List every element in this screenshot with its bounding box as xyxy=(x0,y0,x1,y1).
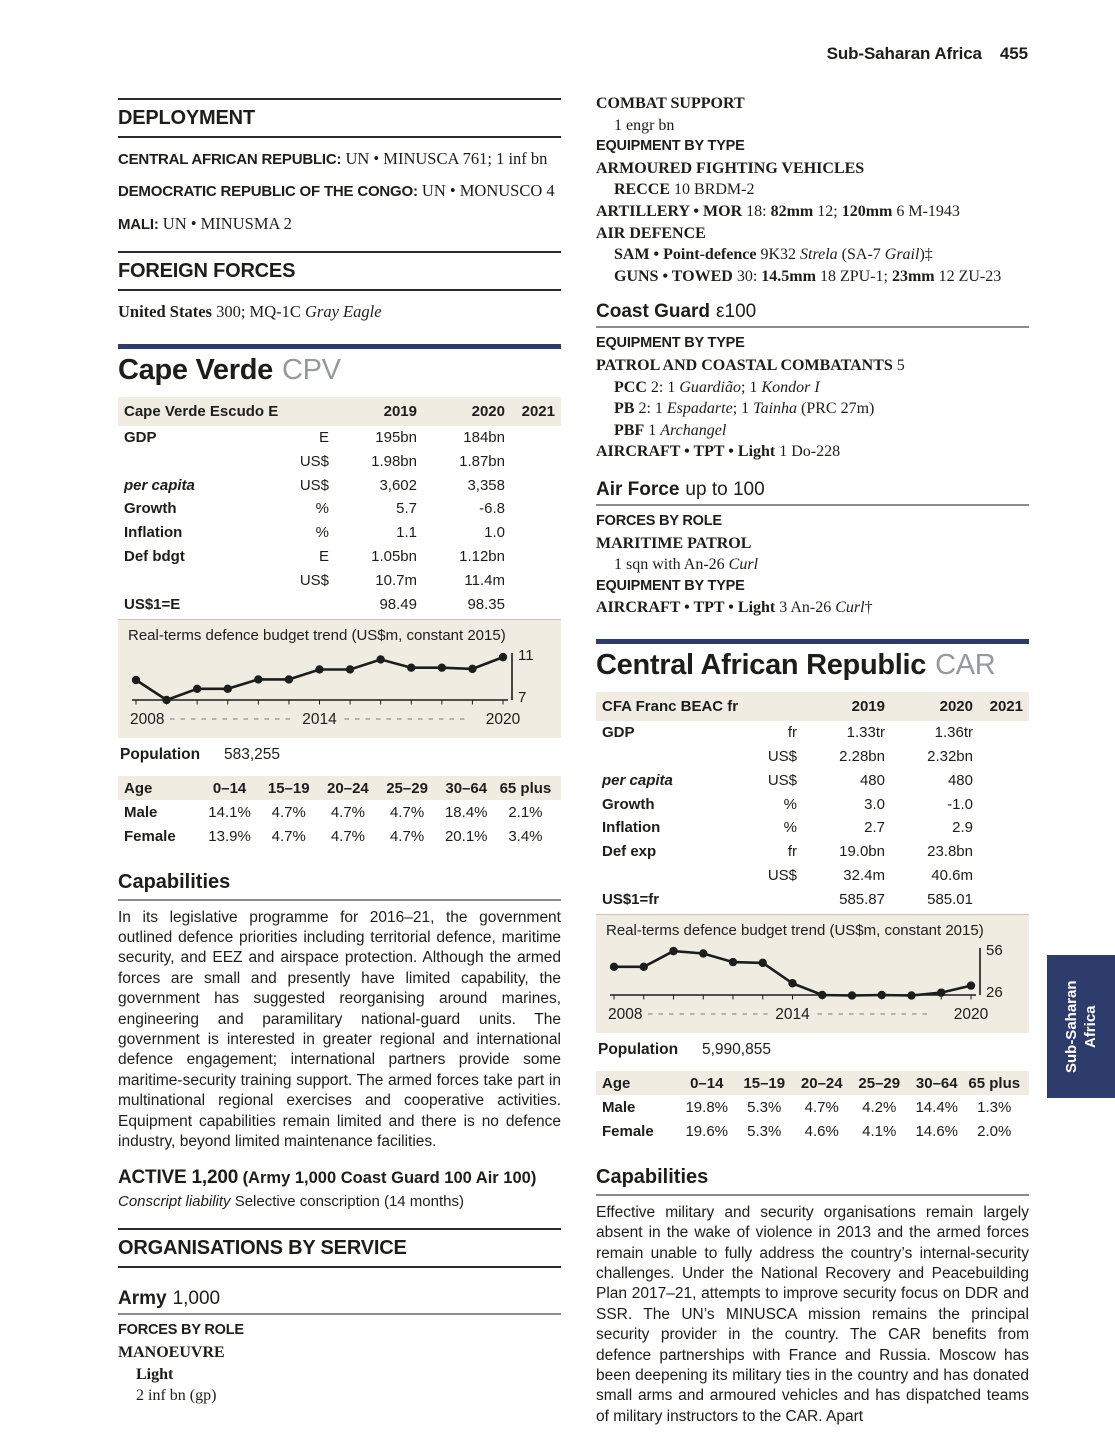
table-cell: 3.4% xyxy=(508,827,543,845)
table-cell: 4.7% xyxy=(389,803,425,821)
service-strength: ε100 xyxy=(716,301,757,323)
svg-text:11: 11 xyxy=(518,646,534,664)
value-2020: 480 xyxy=(947,771,973,789)
table-cell: 15–19 xyxy=(267,779,310,797)
text-line: SAM • Point-defence 9K32 Strela (SA-7 Grail)‡ xyxy=(614,246,933,264)
age-row xyxy=(596,1120,1029,1144)
value-2019: 10.7m xyxy=(375,571,417,589)
table-cell: 30–64 xyxy=(915,1074,958,1092)
left-column xyxy=(118,98,561,1407)
table-cell: Age xyxy=(602,1074,631,1092)
country-header-cape-verde xyxy=(118,344,561,387)
table-cell: 2.1% xyxy=(508,803,543,821)
table-cell: 0–14 xyxy=(212,779,247,797)
text-line: MALI: UN • MINUSMA 2 xyxy=(118,213,292,233)
text-line: Light xyxy=(136,1365,174,1383)
table-cell: 14.4% xyxy=(915,1098,959,1116)
capabilities-heading-cpv: Capabilities xyxy=(118,871,561,901)
deployment-list xyxy=(118,147,561,235)
service-header-coast-guard xyxy=(596,301,1029,328)
population-row-car xyxy=(596,1041,1029,1059)
indicator-label: Growth xyxy=(602,795,655,813)
unit-cell: fr xyxy=(787,843,797,861)
value-2019: 585.87 xyxy=(839,890,885,908)
economic-indicators-table-car xyxy=(596,692,1029,911)
table-cell: Female xyxy=(602,1123,654,1141)
age-row xyxy=(596,1095,1029,1119)
age-row xyxy=(118,824,561,848)
population-value: 5,990,855 xyxy=(702,1041,771,1059)
indicator-label: per capita xyxy=(602,771,673,789)
service-header-air-force xyxy=(596,479,1029,506)
table-cell: 4.7% xyxy=(330,803,366,821)
table-cell: 18.4% xyxy=(444,803,488,821)
age-row xyxy=(118,800,561,824)
text-line: EQUIPMENT BY TYPE xyxy=(596,138,745,155)
text-line: AIRCRAFT • TPT • Light 3 An-26 Curl† xyxy=(596,599,873,617)
deployment-heading: DEPLOYMENT xyxy=(118,98,561,138)
text-line: FORCES BY ROLE xyxy=(118,1322,244,1339)
army-lines xyxy=(118,1320,561,1406)
service-name: Air Force xyxy=(596,478,680,500)
text-line: PBF 1 Archangel xyxy=(614,421,727,439)
text-line: 2 inf bn (gp) xyxy=(136,1387,217,1405)
econ-row xyxy=(118,426,561,450)
value-2019: 1.33tr xyxy=(846,724,885,742)
table-cell: 14.1% xyxy=(208,803,251,821)
organisations-by-service-heading: ORGANISATIONS BY SERVICE xyxy=(118,1228,561,1268)
indicator-label: US$1=E xyxy=(124,595,181,613)
econ-row xyxy=(596,840,1029,864)
table-cell: 13.9% xyxy=(208,827,251,845)
side-tab-label: Sub-Saharan Africa xyxy=(1062,980,1098,1073)
capabilities-heading-car: Capabilities xyxy=(596,1166,1029,1196)
unit-cell: US$ xyxy=(299,476,329,494)
value-2020: 1.36tr xyxy=(934,724,973,742)
text-line: FORCES BY ROLE xyxy=(596,512,722,529)
indicator-label: Inflation xyxy=(602,819,661,837)
value-2020: -1.0 xyxy=(947,795,973,813)
econ-row xyxy=(596,721,1029,745)
text-line: PB 2: 1 Espadarte; 1 Tainha (PRC 27m) xyxy=(614,400,875,418)
chart-title: Real-terms defence budget trend (US$m, constant 2015) xyxy=(606,922,984,940)
service-strength: 1,000 xyxy=(172,1288,221,1310)
unit-cell: US$ xyxy=(767,748,797,766)
table-cell: 4.7% xyxy=(271,803,306,821)
economic-indicators-table-cpv xyxy=(118,397,561,616)
value-2019: 2.28bn xyxy=(839,748,885,766)
year-header: 2020 xyxy=(471,402,505,420)
unit-cell: E xyxy=(318,547,329,565)
unit-cell: % xyxy=(315,524,329,542)
econ-row xyxy=(596,864,1029,888)
defence-budget-trend-chart-car xyxy=(596,914,1029,1033)
country-code: CPV xyxy=(281,353,341,386)
defence-budget-line-chart xyxy=(606,941,1019,1029)
value-2019: 5.7 xyxy=(396,500,417,518)
coast-guard-lines xyxy=(596,333,1029,463)
currency-label: Cape Verde Escudo E xyxy=(124,402,279,420)
text-line: United States 300; MQ-1C Gray Eagle xyxy=(118,302,382,322)
svg-text:2008: 2008 xyxy=(130,710,165,728)
value-2019: 19.0bn xyxy=(839,843,885,861)
indicator-label: Def bdgt xyxy=(124,547,185,565)
table-cell: 14.6% xyxy=(915,1123,959,1141)
indicator-label: US$1=fr xyxy=(602,890,660,908)
table-cell: 0–14 xyxy=(690,1074,724,1092)
svg-text:2014: 2014 xyxy=(302,710,337,728)
population-value: 583,255 xyxy=(224,745,281,763)
econ-row xyxy=(596,792,1029,816)
capabilities-text-car: Effective military and security organisations remain largely absent in the wake of violence in 2013 and the armed forces remain unable to fully address the country’s internal-security challenges. Under the National Recovery and Peacebuilding Plan 2017–21, attempts to improve security focus on DDR and SSR. The UN’s MINUSCA mission remains the principal security provider in the country. The CAR benefits from defence partnerships with France and Russia. Moscow has been deepening its military ties in the country and has donated small arms and armoured vehicles and has dispatched teams of military instructors to the CAR. Apart xyxy=(596,1203,1029,1425)
currency-label: CFA Franc BEAC fr xyxy=(602,697,739,715)
value-2019: 3,602 xyxy=(379,476,417,494)
age-header-row xyxy=(596,1071,1029,1095)
population-label: Population xyxy=(120,745,201,763)
table-cell: 2.0% xyxy=(977,1123,1012,1141)
econ-row xyxy=(118,592,561,616)
econ-row xyxy=(118,568,561,592)
econ-row xyxy=(118,545,561,569)
econ-row xyxy=(118,449,561,473)
econ-row xyxy=(118,473,561,497)
table-cell: 15–19 xyxy=(743,1074,786,1092)
year-header: 2019 xyxy=(383,402,417,420)
svg-text:2008: 2008 xyxy=(608,1006,643,1024)
table-cell: 4.1% xyxy=(862,1123,897,1141)
country-header-central-african-republic xyxy=(596,639,1029,682)
year-header: 2021 xyxy=(989,697,1023,715)
conscript-liability-cpv: Conscript liability Selective conscription (14 months) xyxy=(118,1193,464,1211)
indicator-label: Growth xyxy=(124,500,177,518)
text-line: 1 sqn with An-26 Curl xyxy=(614,556,759,574)
svg-text:56: 56 xyxy=(986,942,1003,960)
econ-row xyxy=(596,816,1029,840)
text-line: 1 engr bn xyxy=(614,116,675,134)
age-header-row xyxy=(118,776,561,800)
service-strength: up to 100 xyxy=(685,478,765,500)
value-2019: 195bn xyxy=(375,429,417,447)
unit-cell: E xyxy=(318,429,329,447)
table-cell: 4.7% xyxy=(804,1098,839,1116)
text-line: ARTILLERY • MOR 18: 82mm 12; 120mm 6 M-1943 xyxy=(596,202,960,220)
econ-row xyxy=(118,521,561,545)
line-chart xyxy=(606,941,1019,1029)
country-name: Central African Republic xyxy=(596,648,927,681)
unit-cell: US$ xyxy=(767,771,797,789)
population-row-cpv xyxy=(118,746,561,764)
running-head: Sub-Saharan Africa xyxy=(826,44,982,63)
text-line: MARITIME PATROL xyxy=(596,534,752,552)
value-2020: 2.9 xyxy=(952,819,973,837)
unit-cell: % xyxy=(315,500,329,518)
air-force-lines xyxy=(596,511,1029,619)
svg-text:2014: 2014 xyxy=(775,1006,810,1024)
value-2019: 98.49 xyxy=(379,595,417,613)
year-header: 2021 xyxy=(521,402,555,420)
table-cell: 19.8% xyxy=(685,1098,729,1116)
svg-text:26: 26 xyxy=(986,984,1003,1002)
table-cell: 4.6% xyxy=(804,1123,839,1141)
econ-row xyxy=(596,768,1029,792)
table-cell: 4.2% xyxy=(862,1098,897,1116)
country-code: CAR xyxy=(935,648,996,681)
text-line: CENTRAL AFRICAN REPUBLIC: UN • MINUSCA 761; 1 inf bn xyxy=(118,149,548,168)
table-cell: 19.6% xyxy=(685,1123,729,1141)
econ-header-row xyxy=(118,397,561,426)
table-cell: Male xyxy=(124,803,158,821)
line-chart xyxy=(128,646,551,734)
table-cell: 20–24 xyxy=(800,1074,843,1092)
text-line: ARMOURED FIGHTING VEHICLES xyxy=(596,159,865,177)
text-line: DEMOCRATIC REPUBLIC OF THE CONGO: UN • MONUSCO 4 xyxy=(118,181,555,201)
econ-row xyxy=(118,497,561,521)
unit-cell: fr xyxy=(787,724,797,742)
value-2020: 1.0 xyxy=(484,524,505,542)
table-cell: Male xyxy=(602,1098,636,1116)
text-line: RECCE 10 BRDM-2 xyxy=(614,181,755,199)
unit-cell: % xyxy=(783,795,797,813)
unit-cell: US$ xyxy=(299,571,329,589)
page-number: 455 xyxy=(999,44,1028,63)
right-column xyxy=(596,88,1029,1427)
chart-title: Real-terms defence budget trend (US$m, constant 2015) xyxy=(128,626,506,644)
population-label: Population xyxy=(598,1041,679,1059)
value-2019: 480 xyxy=(859,771,885,789)
active-strength-cpv xyxy=(118,1167,561,1189)
text-line: GUNS • TOWED 30: 14.5mm 18 ZPU-1; 23mm 12 ZU-23 xyxy=(614,267,1002,285)
page-header xyxy=(827,44,1028,64)
unit-cell: US$ xyxy=(299,452,329,470)
value-2020: 2.32bn xyxy=(927,748,973,766)
svg-text:2020: 2020 xyxy=(953,1006,989,1024)
text-line: PCC 2: 1 Guardião; 1 Kondor I xyxy=(614,378,820,396)
value-2020: 1.12bn xyxy=(459,547,505,565)
foreign-forces-heading: FOREIGN FORCES xyxy=(118,251,561,291)
table-cell: 4.7% xyxy=(271,827,306,845)
service-header-army xyxy=(118,1288,561,1315)
value-2020: 585.01 xyxy=(927,890,973,908)
table-cell: 25–29 xyxy=(386,779,428,797)
value-2020: 40.6m xyxy=(931,866,973,884)
indicator-label: GDP xyxy=(602,724,635,742)
value-2020: -6.8 xyxy=(479,500,505,518)
indicator-label: Inflation xyxy=(124,524,183,542)
year-header: 2019 xyxy=(851,697,885,715)
active-breakdown: (Army 1,000 Coast Guard 100 Air 100) xyxy=(242,1169,537,1188)
table-cell: 5.3% xyxy=(747,1123,782,1141)
chapter-side-tab xyxy=(1047,955,1115,1098)
text-line: PATROL AND COASTAL COMBATANTS 5 xyxy=(596,356,905,374)
foreign-forces-list xyxy=(118,300,561,323)
year-header: 2020 xyxy=(939,697,973,715)
value-2019: 32.4m xyxy=(843,866,885,884)
value-2019: 1.05bn xyxy=(371,547,417,565)
age-structure-table-cpv xyxy=(118,776,561,849)
service-name: Army xyxy=(118,1288,167,1310)
table-cell: 1.3% xyxy=(977,1098,1012,1116)
table-cell: 65 plus xyxy=(968,1074,1021,1092)
combat-support-equipment-lines xyxy=(596,93,1029,287)
value-2020: 3,358 xyxy=(467,476,505,494)
capabilities-text-cpv: In its legislative programme for 2016–21, the government outlined defence priorities including territorial defence, maritime security, and EEZ and airspace protection. Although the armed forces are small and presently have limited capability, the government has suggested reorganising around marines, engineering and paramilitary national-guard units. The government is interested in greater regional and international defence engagement; international partners provide some maritime-security training support. The armed forces take part in multinational regional exercises and cooperative activities. Equipment capabilities remain limited and there is no defence industry, beyond limited maintenance facilities. xyxy=(118,908,561,1150)
value-2019: 1.1 xyxy=(396,524,417,542)
indicator-label: Def exp xyxy=(602,843,657,861)
active-total: ACTIVE 1,200 xyxy=(118,1167,239,1189)
value-2020: 184bn xyxy=(463,429,505,447)
table-cell: 4.7% xyxy=(389,827,425,845)
value-2019: 3.0 xyxy=(864,795,885,813)
value-2020: 23.8bn xyxy=(927,843,973,861)
svg-text:2020: 2020 xyxy=(485,710,521,728)
text-line: EQUIPMENT BY TYPE xyxy=(596,577,745,594)
value-2020: 98.35 xyxy=(467,595,505,613)
unit-cell: US$ xyxy=(767,866,797,884)
value-2020: 1.87bn xyxy=(459,452,505,470)
country-name: Cape Verde xyxy=(118,353,273,386)
service-name: Coast Guard xyxy=(596,301,711,323)
text-line: AIRCRAFT • TPT • Light 1 Do-228 xyxy=(596,443,841,461)
value-2019: 2.7 xyxy=(864,819,885,837)
econ-row xyxy=(596,745,1029,769)
defence-budget-line-chart xyxy=(128,646,551,734)
svg-text:7: 7 xyxy=(518,688,527,706)
age-structure-table-car xyxy=(596,1071,1029,1144)
table-cell: 30–64 xyxy=(445,779,488,797)
table-cell: 20–24 xyxy=(327,779,369,797)
unit-cell: % xyxy=(783,819,797,837)
table-cell: Female xyxy=(124,827,176,845)
table-cell: 5.3% xyxy=(747,1098,782,1116)
text-line: COMBAT SUPPORT xyxy=(596,95,745,112)
econ-header-row xyxy=(596,692,1029,721)
text-line: AIR DEFENCE xyxy=(596,224,706,242)
value-2019: 1.98bn xyxy=(371,452,417,470)
table-cell: 25–29 xyxy=(858,1074,901,1092)
indicator-label: per capita xyxy=(124,476,195,494)
indicator-label: GDP xyxy=(124,429,157,447)
table-cell: 4.7% xyxy=(330,827,366,845)
table-cell: Age xyxy=(124,779,153,797)
text-line: MANOEUVRE xyxy=(118,1343,225,1361)
table-cell: 20.1% xyxy=(444,827,488,845)
defence-budget-trend-chart-cpv xyxy=(118,619,561,738)
econ-row xyxy=(596,887,1029,911)
text-line: EQUIPMENT BY TYPE xyxy=(596,335,745,352)
value-2020: 11.4m xyxy=(464,571,505,589)
table-cell: 65 plus xyxy=(499,779,552,797)
